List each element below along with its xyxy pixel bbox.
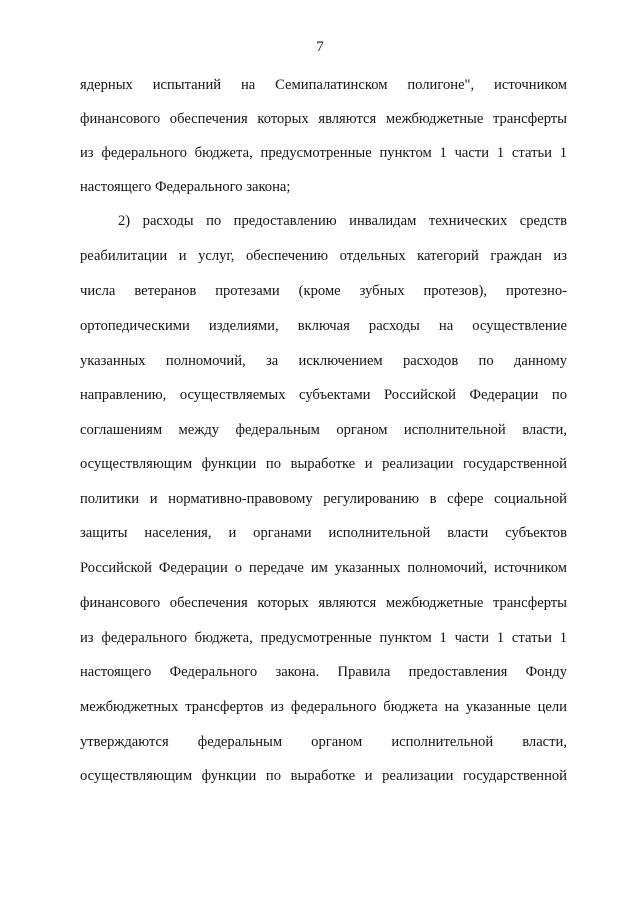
text-line: из федерального бюджета, предусмотренные пунктом 1 части 1 статьи 1 bbox=[80, 630, 567, 646]
text-line: соглашениям между федеральным органом исполнительной власти, bbox=[80, 422, 567, 438]
text-line: ортопедическими изделиями, включая расходы на осуществление bbox=[80, 318, 567, 334]
text-line: направлению, осуществляемых субъектами Российской Федерации по bbox=[80, 387, 567, 403]
text-line: 2) расходы по предоставлению инвалидам технических средств bbox=[118, 213, 567, 229]
text-line: утверждаются федеральным органом исполнительной власти, bbox=[80, 734, 567, 750]
text-line: Российской Федерации о передаче им указанных полномочий, источником bbox=[80, 560, 567, 576]
text-line: финансового обеспечения которых являются межбюджетные трансферты bbox=[80, 595, 567, 611]
text-line: ядерных испытаний на Семипалатинском полигоне", источником bbox=[80, 77, 567, 93]
text-line: защиты населения, и органами исполнительной власти субъектов bbox=[80, 525, 567, 541]
text-line: числа ветеранов протезами (кроме зубных протезов), протезно- bbox=[80, 283, 567, 299]
text-line: настоящего Федерального закона; bbox=[80, 179, 291, 195]
text-line: реабилитации и услуг, обеспечению отдельных категорий граждан из bbox=[80, 248, 567, 264]
text-line: осуществляющим функции по выработке и реализации государственной bbox=[80, 456, 567, 472]
text-line: из федерального бюджета, предусмотренные пунктом 1 части 1 статьи 1 bbox=[80, 145, 567, 161]
text-line: межбюджетных трансфертов из федерального бюджета на указанные цели bbox=[80, 699, 567, 715]
page-number: 7 bbox=[316, 39, 324, 55]
text-line: настоящего Федерального закона. Правила предоставления Фонду bbox=[80, 664, 567, 680]
text-line: указанных полномочий, за исключением расходов по данному bbox=[80, 353, 567, 369]
text-line: финансового обеспечения которых являются межбюджетные трансферты bbox=[80, 111, 567, 127]
text-line: политики и нормативно-правовому регулированию в сфере социальной bbox=[80, 491, 567, 507]
text-line: осуществляющим функции по выработке и реализации государственной bbox=[80, 768, 567, 784]
